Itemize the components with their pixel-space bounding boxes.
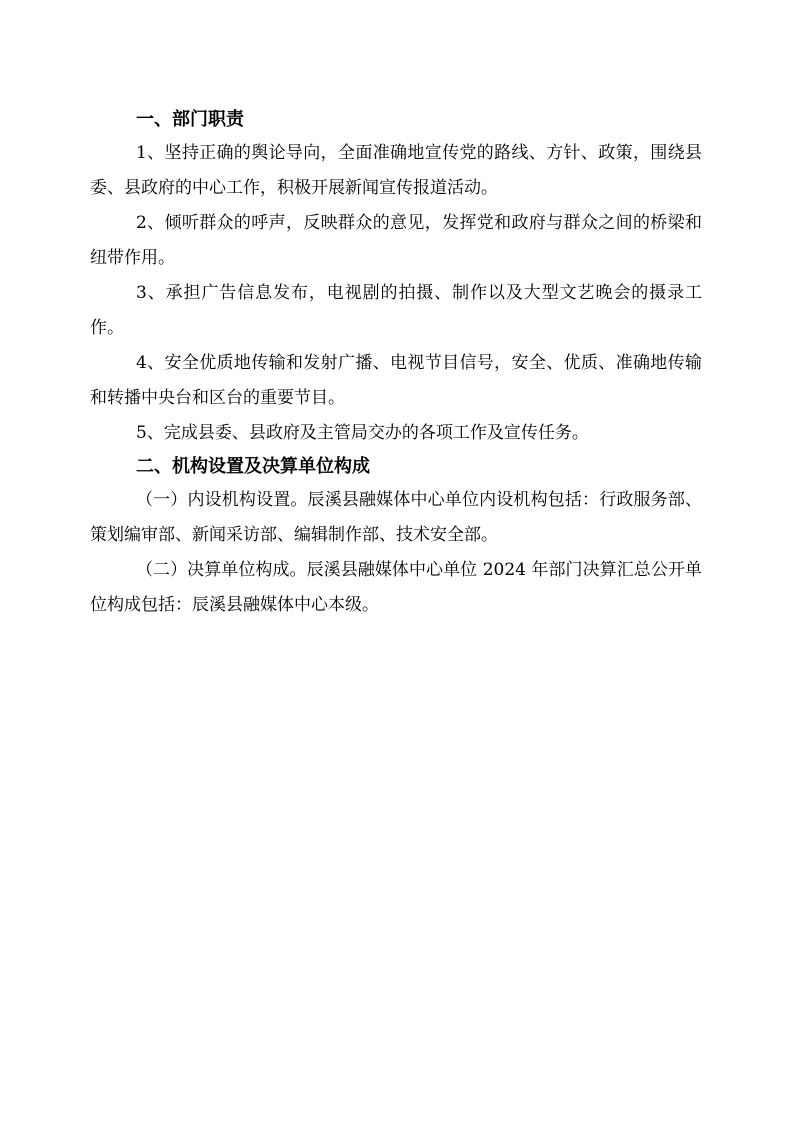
org-paragraph-accounting-units: （二）决算单位构成。辰溪县融媒体中心单位 2024 年部门决算汇总公开单位构成包括：辰溪县融媒体中心本级。 — [90, 560, 702, 615]
org-paragraph-internal-departments: （一）内设机构设置。辰溪县融媒体中心单位内设机构包括：行政服务部、策划编审部、新闻采访部、编辑制作部、技术安全部。 — [90, 490, 702, 545]
section-heading-department-duties: 一、部门职责 — [136, 109, 244, 130]
duty-paragraph-3: 3、承担广告信息发布，电视剧的拍摄、制作以及大型文艺晚会的摄录工作。 — [90, 283, 702, 338]
duty-paragraph-2: 2、倾听群众的呼声，反映群众的意见，发挥党和政府与群众之间的桥梁和纽带作用。 — [90, 213, 702, 268]
duty-paragraph-5: 5、完成县委、县政府及主管局交办的各项工作及宣传任务。 — [136, 423, 589, 443]
document-body — [90, 104, 702, 623]
duty-paragraph-4: 4、安全优质地传输和发射广播、电视节目信号，安全、优质、准确地传输和转播中央台和区台的重要节目。 — [90, 353, 702, 408]
duty-paragraph-1: 1、坚持正确的舆论导向，全面准确地宣传党的路线、方针、政策，围绕县委、县政府的中心工作，积极开展新闻宣传报道活动。 — [90, 143, 702, 198]
section-heading-organization: 二、机构设置及决算单位构成 — [136, 456, 370, 477]
